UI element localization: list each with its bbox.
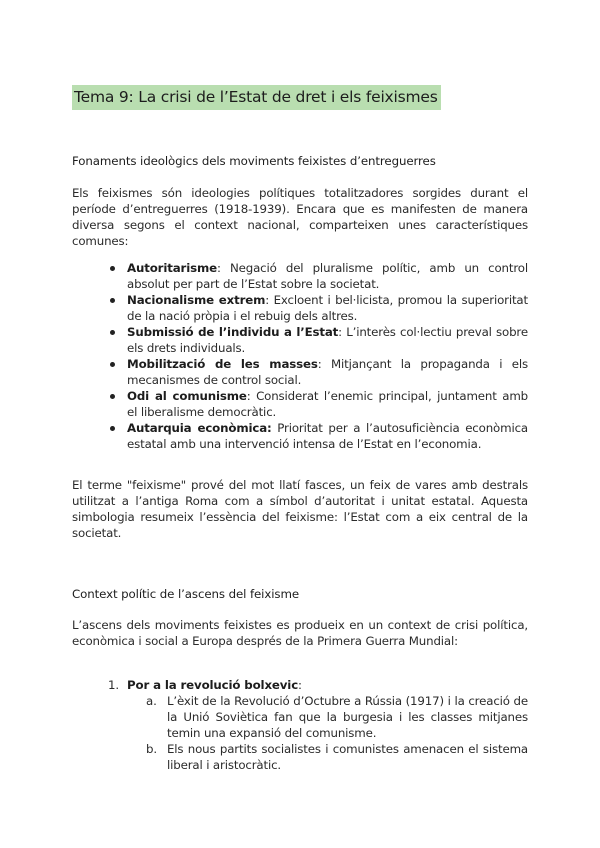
numbered-item <box>108 677 528 773</box>
page-title: Tema 9: La crisi de l’Estat de dret i els feixismes <box>72 85 441 110</box>
bullet-icon <box>110 394 115 399</box>
sub-list-item <box>127 741 528 773</box>
item-label-suffix: : <box>298 678 302 692</box>
list-item-text: : Excloent i bel·licista, promou la superioritat de la nació pròpia i el rebuig dels altres. <box>127 293 528 323</box>
section-heading-foundations: Fonaments ideològics dels moviments feixistes d’entreguerres <box>72 154 436 168</box>
list-item-term: Submissió de l’individu a l’Estat <box>127 325 339 339</box>
list-item-term: Autoritarisme <box>127 261 217 275</box>
sub-list <box>127 693 528 773</box>
sub-list-item <box>127 693 528 741</box>
list-item <box>108 324 528 356</box>
bullet-icon <box>110 266 115 271</box>
bullet-icon <box>110 298 115 303</box>
bullet-icon <box>110 330 115 335</box>
list-item-text: : Considerat l’enemic principal, juntament amb el liberalisme democràtic. <box>127 389 528 419</box>
sub-item-text: L’èxit de la Revolució d’Octubre a Rússia (1917) i la creació de la Unió Soviètica fan que la burgesia i les classes mitjanes temin una expansió del comunisme. <box>167 694 528 740</box>
closing-paragraph: El terme "feixisme" prové del mot llatí fasces, un feix de vares amb destrals utilitzat a l’antiga Roma com a símbol d’autoritat i unitat estatal. Aquesta simbologia resumeix l’essència del feixisme: l’Estat com a eix central de la societat. <box>72 478 528 540</box>
section-heading-context: Context polític de l’ascens del feixisme <box>72 587 299 601</box>
list-item-term: Odi al comunisme <box>127 389 247 403</box>
bullet-icon <box>110 362 115 367</box>
list-item <box>108 420 528 452</box>
item-number: 1. <box>108 678 119 692</box>
characteristics-list <box>108 260 528 452</box>
list-item <box>108 356 528 388</box>
intro-paragraph: Els feixismes són ideologies polítiques totalitzadores sorgides durant el període d’entreguerres (1918-1939). Encara que es manifesten de manera diversa segons el context nacional, comparteixen unes característiques comunes: <box>72 186 528 248</box>
context-paragraph: L’ascens dels moviments feixistes es produeix en un context de crisi política, econòmica i social a Europa després de la Primera Guerra Mundial: <box>72 618 528 648</box>
list-item-term: Nacionalisme extrem <box>127 293 266 307</box>
list-item-term: Autarquia econòmica: <box>127 421 272 435</box>
sub-item-letter: b. <box>146 742 157 756</box>
list-item <box>108 388 528 420</box>
list-item-term: Mobilització de les masses <box>127 357 318 371</box>
sub-item-text: Els nous partits socialistes i comunistes amenacen el sistema liberal i aristocràtic. <box>167 742 528 772</box>
list-item-text: : Negació del pluralisme polític, amb un control absolut per part de l’Estat sobre la societat. <box>127 261 528 291</box>
bullet-icon <box>110 426 115 431</box>
causes-list <box>108 677 528 773</box>
list-item-text: : L’interès col·lectiu preval sobre els drets individuals. <box>127 325 528 355</box>
item-label: Por a la revolució bolxevic <box>127 678 299 692</box>
list-item <box>108 260 528 292</box>
list-item <box>108 292 528 324</box>
sub-item-letter: a. <box>146 694 157 708</box>
list-item-text: : Mitjançant la propaganda i els mecanismes de control social. <box>127 357 529 387</box>
list-item-text: Prioritat per a l’autosuficiència econòmica estatal amb una intervenció intensa de l’Estat en l’economia. <box>127 421 528 451</box>
